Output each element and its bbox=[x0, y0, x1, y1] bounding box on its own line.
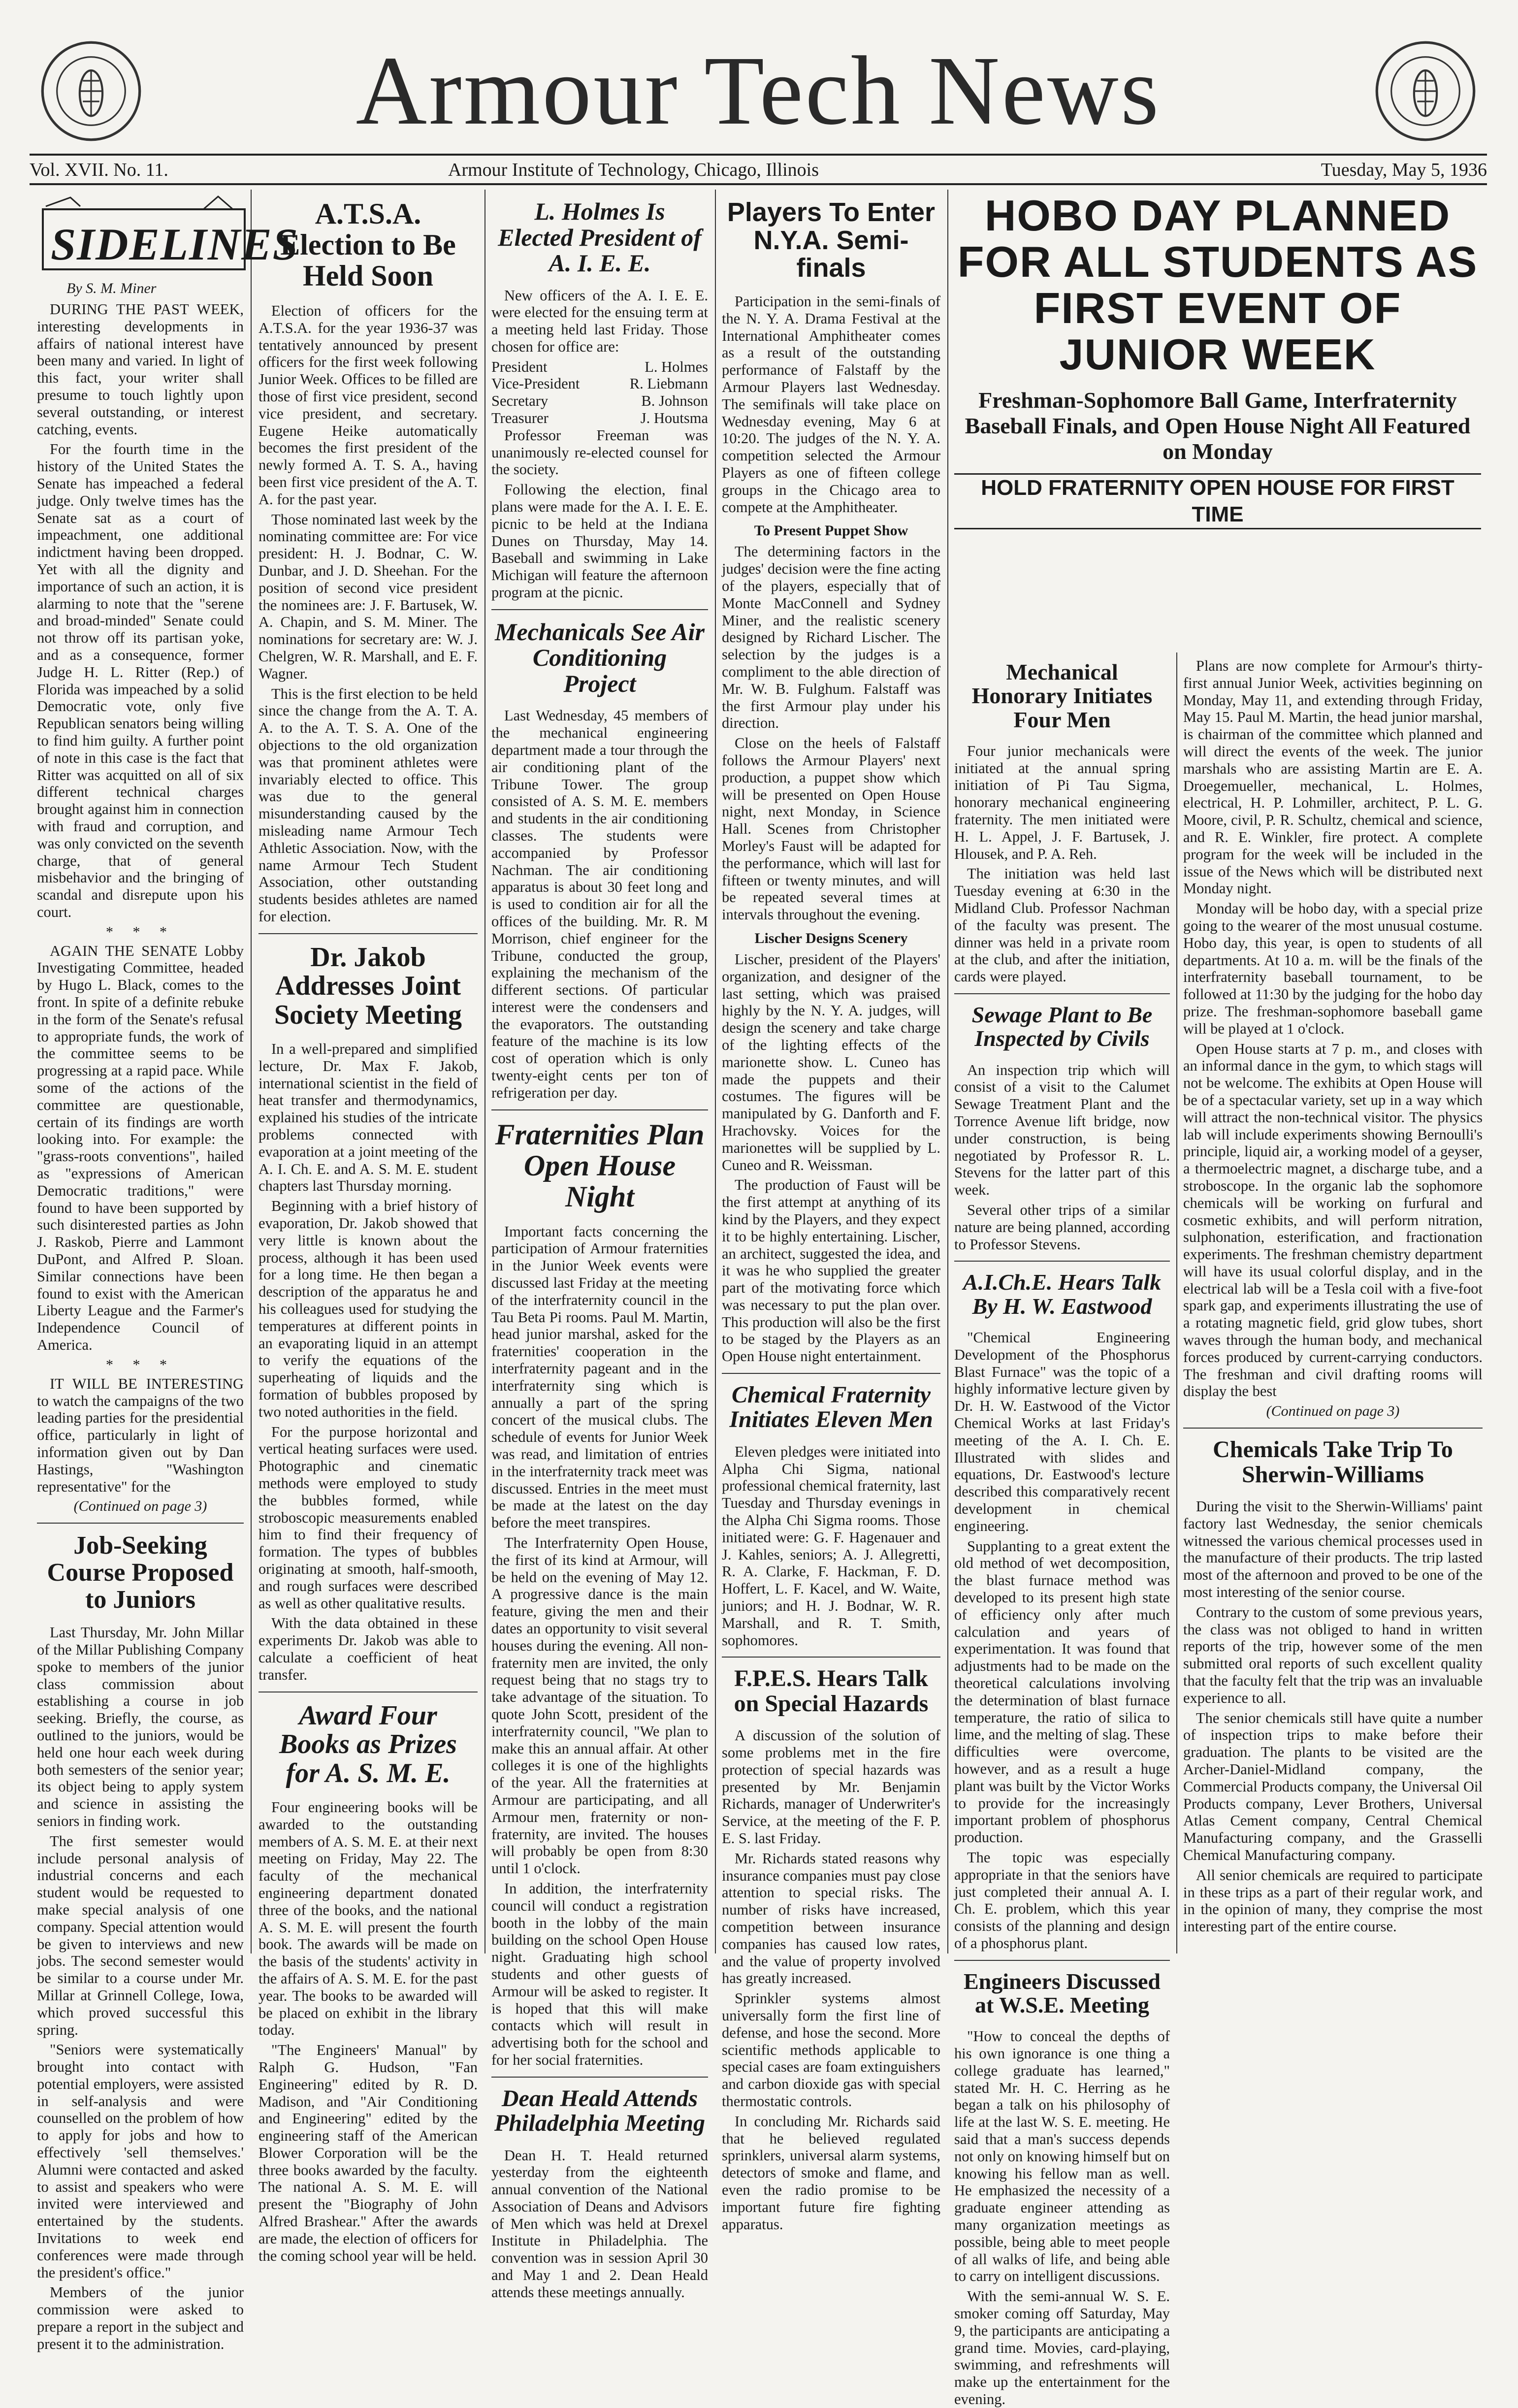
headline: Mechanicals See Air Conditioning Project bbox=[495, 618, 705, 697]
newspaper-title: Armour Tech News bbox=[355, 36, 1161, 145]
paragraph: With the semi-annual W. S. E. smoker coming off Saturday, May 9, the participants are anticipating a grand time. Movies, card-playing, swimming, and refreshments will make up the entertainment for the evening. bbox=[954, 2288, 1170, 2408]
column-1 bbox=[37, 190, 299, 2352]
paragraph: Following the election, final plans were made for the A. I. E. E. picnic to be held at the Indiana Dunes on Thursday, May 14. Baseball and swimming in Lake Michigan will feature the afternoon program at the picnic. bbox=[491, 481, 708, 601]
paragraph: Lischer, president of the Players' organization, and designer of the last setting, which was praised highly by the N. Y. A. judges, will design the scenery and take charge of the lighting effects of the marionette show. L. Cuneo has made the puppets and their costumes. The figures will be manipulated by G. Danforth and F. Hrachovsky. Voices for the marionettes will be supplied by L. Cuneo and R. Weissman. bbox=[722, 950, 940, 1173]
paragraph: Monday will be hobo day, with a special prize going to the wearer of the most unusual costume. Hobo day, this year, is open to students of all departments. At 10 a. m. will be the finals of the interfraternity baseball tournament, to be followed at 11:30 by the judging for the hobo day prize. The freshman-sophomore baseball game will be played at 1 o'clock. bbox=[1183, 900, 1483, 1037]
section-stars: * * * bbox=[106, 1356, 175, 1373]
divider bbox=[37, 1523, 244, 1524]
paragraph: The Interfraternity Open House, the first of its kind at Armour, will be held on the evening of May 12. A progressive dance is the main feature, giving the men and their dates an opportunity to visit several houses during the evening. All non-fraternity men are invited, the only request being that no stags try to take advantage of the situation. To quote John Scott, president of the interfraternity council, "We plan to make this an annual affair. At other colleges it is one of the highlights of the year. All the fraternities at Armour are participating, and all Armour men, fraternity or non-fraternity, are invited. The houses will probably be open from 8:30 until 1 o'clock. bbox=[491, 1534, 708, 1877]
column-divider bbox=[1176, 652, 1177, 1953]
headline: Dean Heald Attends Philadelphia Meeting bbox=[494, 2085, 706, 2137]
divider bbox=[954, 1261, 1170, 1262]
divider bbox=[722, 1373, 940, 1374]
officer-role: Vice-President bbox=[491, 375, 580, 392]
paragraph: Four junior mechanicals were initiated at the annual spring initiation of Pi Tau Sigma, honorary mechanical engineering fraternity. The men initiated were H. L. Appel, J. F. Bartusek, J. Hlousek, and P. A. Reh. bbox=[954, 742, 1170, 862]
paragraph: In a well-prepared and simplified lecture, Dr. Max F. Jakob, international scientist in the field of heat transfer and thermodynamics, explained his studies of the intricate problems connected with evaporation at a joint meeting of the A. I. Ch. E. and A. S. M. E. student chapters last Thursday morning. bbox=[258, 1041, 478, 1195]
officer-name: L. Holmes bbox=[645, 358, 708, 375]
divider bbox=[491, 1109, 708, 1110]
paragraph: Dean H. T. Heald returned yesterday from the eighteenth annual convention of the National Association of Deans and Advisors of Men which was held at Drexel Institute in Philadelphia. The convention was in session April 30 and May 1 and 2. Dean Heald attends these meetings annually. bbox=[491, 2147, 708, 2301]
paragraph: Close on the heels of Falstaff follows the Armour Players' next production, a puppet show which will be presented on Open House night, next Monday, in Science Hall. Scenes from Christopher Morley's Faust will be adapted for the performance, which will last for fifteen or twenty minutes, and will be repeated several times at intervals throughout the evening. bbox=[722, 735, 940, 923]
subhead: To Present Puppet Show bbox=[754, 522, 908, 539]
paragraph: In addition, the interfraternity council will conduct a registration booth in the lobby of the main building on the school Open House night. Graduating high school students and other guests of Armour will be asked to register. It is hoped that this will make contacts which will result in advertising both for the school and for her social fraternities. bbox=[491, 1880, 708, 2068]
officer-name: J. Houtsma bbox=[640, 410, 708, 427]
paragraph: This is the first election to be held since the change from the A. T. A. A. to the A. T. S. A. One of the objections to the old organization was that prominent athletes were invariably elected to office. This was due to the general misunderstanding caused by the misleading name Armour Tech Athletic Association. Now, with the name Armour Tech Student Association, other outstanding students besides athletes are named for election. bbox=[258, 685, 478, 925]
officer-row bbox=[491, 392, 708, 410]
continued-note: (Continued on page 3) bbox=[73, 1498, 207, 1515]
paragraph: A discussion of the solution of some problems met in the fire protection of special hazards was presented by Mr. Benjamin Richards, manager of Underwriter's Service, at the meeting of the F. P. E. S. last Friday. bbox=[722, 1727, 940, 1847]
headline: Chemical Fraternity Initiates Eleven Men bbox=[729, 1382, 933, 1433]
paragraph: Those nominated last week by the nominating committee are: For vice president: H. J. Bodnar, C. W. Dunbar, and J. D. Sheehan. For the position of second vice president the nominees are: J. F. Bartusek, W. A. Chapin, and S. M. Miner. The nominations for secretary are: W. J. Chelgren, W. R. Marshall, and E. F. Wagner. bbox=[258, 511, 478, 682]
lead-deck-secondary: HOLD FRATERNITY OPEN HOUSE FOR FIRST TIME bbox=[954, 473, 1481, 529]
paragraph: For the purpose horizontal and vertical heating surfaces were used. Photographic and cinematic methods were employed to study the bubbles formed, while stroboscopic measurements enabled him to find their frequency of formation. The types of bubbles originating at smooth, half-smooth, and rough surfaces were described as well as other qualitative results. bbox=[258, 1423, 478, 1612]
paragraph: The first semester would include personal analysis of industrial concerns and each student would be requested to make special analysis of one company. Special attention would be given to interviews and new jobs. The second semester would be similar to a course under Mr. Millar at Grinnell College, Iowa, which proved successful this spring. bbox=[37, 1832, 244, 2038]
paragraph: Participation in the semi-finals of the N. Y. A. Drama Festival at the International Amphitheater comes as a result of the outstanding performance of Falstaff by the Armour Players last Wednesday. The semifinals will take place on Wednesday evening, May 6 at 10:20. The judges of the N. Y. A. competition selected the Armour Players as one of fifteen college groups in the Chicago area to compete at the Amphitheater. bbox=[722, 293, 940, 516]
headline: Award Four Books as Prizes for A. S. M. E. bbox=[279, 1700, 457, 1789]
column-divider bbox=[251, 190, 252, 1953]
paragraph: "The Engineers' Manual" by Ralph G. Hudson, "Fan Engineering" edited by R. D. Madison, and "Air Conditioning and Engineering" edited by the engineering staff of the American Blower Corporation will be the three books awarded by the faculty. The national A. S. M. E. will present the "Biography of John Alfred Brashear." After the awards are made, the election of officers for the coming school year will be held. bbox=[258, 2042, 478, 2264]
divider bbox=[491, 2077, 708, 2078]
dateline bbox=[30, 158, 1487, 182]
column-2 bbox=[258, 190, 478, 2264]
headline: A.I.Ch.E. Hears Talk By H. W. Eastwood bbox=[963, 1269, 1162, 1319]
paragraph: Several other trips of a similar nature are being planned, according to Professor Stevens. bbox=[954, 1202, 1170, 1253]
lead-headline: HOBO DAY PLANNED FOR ALL STUDENTS AS FIRST EVENT OF JUNIOR WEEK bbox=[957, 191, 1478, 379]
officer-name: R. Liebmann bbox=[629, 375, 708, 392]
headline: Dr. Jakob Addresses Joint Society Meeting bbox=[274, 942, 462, 1031]
continued-note: (Continued on page 3) bbox=[1266, 1403, 1400, 1420]
divider bbox=[491, 609, 708, 610]
column-3 bbox=[491, 190, 708, 2301]
paragraph: An inspection trip which will consist of a visit to the Calumet Sewage Treatment Plant and the Torrence Avenue lift bridge, now under construction, is being negotiated by Professor R. L. Stevens for the latter part of this week. bbox=[954, 1061, 1170, 1199]
divider bbox=[954, 1960, 1170, 1961]
paragraph: Eleven pledges were initiated into Alpha Chi Sigma, national professional chemical fraternity, last Tuesday and Thursday evenings in the Alpha Chi Sigma rooms. Those initiated were: G. F. Hagenauer and J. Kahles, seniors; A. J. Allegretti, R. A. Clarke, F. Hackman, F. D. Hoffert, L. F. Kacel, and W. Waite, juniors; and H. J. Bodnar, W. R. Marshall, and R. T. Smith, sophomores. bbox=[722, 1443, 940, 1649]
paragraph: "How to conceal the depths of his own ignorance is one thing a college graduate has learned," stated Mr. H. C. Herring as he began a talk on his philosophy of life at the last W. S. E. meeting. He said that a man's success depends not only on knowing himself but on knowing his fellow man as well. He emphasized the necessity of a graduate engineer attending as many organization meetings as possible, being able to meet people of all walks of life, and being able to carry on intelligent discussions. bbox=[954, 2028, 1170, 2285]
volume-number: Vol. XVII. No. 11. bbox=[30, 160, 168, 180]
divider bbox=[1183, 1428, 1483, 1429]
section-stars: * * * bbox=[106, 923, 175, 940]
paragraph: In concluding Mr. Richards said that he believed regulated sprinklers, universal alarm systems, detectors of smoke and flame, and even the radio promise to be important future fire fighting apparatus. bbox=[722, 2113, 940, 2233]
paragraph: Last Thursday, Mr. John Millar of the Millar Publishing Company spoke to members of the junior class commission about establishing a course in job seeking. Briefly, the course, as outlined to the juniors, would be held one hour each week during both semesters of the senior year; its object being to apply system and science in assisting the seniors in finding work. bbox=[37, 1624, 244, 1829]
paragraph: Election of officers for the A.T.S.A. for the year 1936-37 was tentatively announced by present officers for the first week following Junior Week. Offices to be filled are those of first vice president, second vice president, and secretary. Eugene Heike automatically becomes the first president of the newly formed A. T. S. A., having been first vice president of the A. T. A. for the past year. bbox=[258, 302, 478, 508]
paragraph: Four engineering books will be awarded to the outstanding members of A. S. M. E. at their next meeting on Friday, May 22. The faculty of the mechanical engineering department donated three of the books, and the national A. S. M. E. will present the fourth book. The awards will be made on the basis of the students' activity in the affairs of A. S. M. E. for the past year. The books to be awarded will be placed on exhibit in the library today. bbox=[258, 1798, 478, 2039]
headline: Fraternities Plan Open House Night bbox=[495, 1118, 705, 1213]
lead-story-header bbox=[954, 190, 1481, 648]
divider bbox=[954, 993, 1170, 994]
paragraph: The senior chemicals still have quite a number of inspection trips to make before their graduation. The plants to be visited are the Archer-Daniel-Midland company, the Commercial Products company, the Universal Oil Products company, Lever Brothers, Universal Atlas Cement company, Central Chemical Manufacturing company, and the Grasselli Chemical Manufacturing company. bbox=[1183, 1709, 1483, 1863]
paragraph: Sprinkler systems almost universally form the first line of defense, and hose the second. More scientific methods applicable to special cases are foam extinguishers and carbon dioxide gas with special thermostatic controls. bbox=[722, 1990, 940, 2110]
headline: Players To Enter N.Y.A. Semi-finals bbox=[727, 197, 936, 283]
headline: Job-Seeking Course Proposed to Juniors bbox=[47, 1531, 234, 1614]
paragraph: During the visit to the Sherwin-Williams' paint factory last Wednesday, the senior chemicals witnessed the various chemical processes used in the manufacture of their products. The trip lasted most of the afternoon and proved to be one of the most interesting of the senior course. bbox=[1183, 1498, 1483, 1601]
dateline-rule bbox=[30, 183, 1487, 185]
paragraph: AGAIN THE SENATE Lobby Investigating Committee, headed by Hugo L. Black, comes to the front. In spite of a definite rebuke in the form of the Senate's refusal to appropriate funds, the work of the committee seems to be progressing at a rapid pace. While some of the actions of the committee are questionable, certain of its findings are worth looking into. For example: the "grass-roots conventions", hailed as "expressions of American Democratic traditions," were found to have been supported by such disinterested parties as John J. Raskob, Pierre and Lammont DuPont, and Alfred P. Sloan. Similar connections have been found to exist with the American Liberty League and the Farmer's Independence Council of America. bbox=[37, 942, 244, 1354]
paragraph: Beginning with a brief history of evaporation, Dr. Jakob showed that very little is known about the process, although it has been used for a long time. He then began a description of the apparatus he and his colleagues used for studying the temperatures at different points in an evaporating liquid in an attempt to verify the equations of the superheating of liquids and the formation of bubbles proposed by two noted authorities in the field. bbox=[258, 1198, 478, 1420]
officer-role: President bbox=[491, 358, 548, 375]
paragraph: The determining factors in the judges' decision were the fine acting of the players, especially that of Monte MacConnell and Sydney Miner, and the realistic scenery designed by Richard Lischer. The selection by the judges is a compliment to the able direction of Mr. W. B. Fulghum. Falstaff was the first Armour play under his direction. bbox=[722, 543, 940, 732]
paragraph: The topic was especially appropriate in that the seniors have just completed their annual A. I. Ch. E. problem, which this year consists of the planning and design of a phosphorus plant. bbox=[954, 1849, 1170, 1952]
paragraph: "Seniors were systematically brought into contact with potential employers, were assisted in self-analysis and were counselled on the problem of how to apply for jobs and how to effectively 'sell themselves.' Alumni were contacted and asked to assist and speakers who were invited were interviewed and entertained by the students. Invitations to week end conferences were made through the president's office." bbox=[37, 2041, 244, 2281]
paragraph: Mr. Richards stated reasons why insurance companies must pay close attention to special risks. The number of risks have increased, competition between insurance companies has caused low rates, and the value of property involved has greatly increased. bbox=[722, 1850, 940, 1987]
paragraph: Contrary to the custom of some previous years, the class was not obliged to hand in written reports of the trip, however some of the men submitted oral reports of such excellent quality that the faculty felt that the trip was an invaluable experience to all. bbox=[1183, 1603, 1483, 1706]
paragraph: All senior chemicals are required to participate in these trips as a part of their regular work, and in the opinion of many, they comprise the most interesting part of the entire course. bbox=[1183, 1866, 1483, 1935]
paragraph: Open House starts at 7 p. m., and closes with an informal dance in the gym, to which stags will not be welcome. The exhibits at Open House will be of a spectacular variety, set up in a way which will attract the non-technical visitor. The physics lab will include experiments showing Bernoulli's principle, liquid air, a working model of a geyser, a thermoelectric magnet, a discharge tube, and a stroboscope. In the organic lab the sophomore chemicals will be working on furfural and cosmetic exhibits, and will perform nitration, sulphonation, esterification, and fractionation experiments. The freshman chemistry department will have its usual colorful display, and in the electrical lab will be a Tesla coil with a five-foot spark gap, and experiments illustrating the use of a rotating magnetic field, grid glow tubes, short waves through the human body, and mechanical forces produced by current-carrying conductors. The freshman and civil drafting rooms will display the best bbox=[1183, 1040, 1483, 1400]
paragraph: DURING THE PAST WEEK, interesting developments in affairs of national interest have been many and varied. In light of this fact, your writer shall presume to touch lightly upon several outstanding, or interest catching, events. bbox=[37, 301, 244, 438]
divider bbox=[258, 933, 478, 934]
paragraph: Professor Freeman was unanimously re-elected counsel for the society. bbox=[491, 426, 708, 478]
masthead-rule bbox=[30, 154, 1487, 156]
officer-name: B. Johnson bbox=[641, 392, 708, 410]
subhead: Lischer Designs Scenery bbox=[754, 930, 908, 946]
issue-date: Tuesday, May 5, 1936 bbox=[1321, 160, 1487, 180]
divider bbox=[722, 1657, 940, 1658]
column-divider bbox=[947, 190, 948, 1953]
paragraph: Plans are now complete for Armour's thirty-first annual Junior Week, activities beginning on Monday, May 11, and extending through Friday, May 15. Paul M. Martin, the head junior marshal, is chairman of the committee which planned and will direct the events of the week. The junior marshals who are assisting Martin are E. A. Droegemueller, mechanical, L. Holmes, electrical, H. P. Lohmiller, architect, P. L. G. Moore, civil, P. R. Schultz, chemical and science, and R. E. Winkler, fire protect. A complete program for the week will be included in the issue of the News which will be distributed next Monday night. bbox=[1183, 657, 1483, 897]
headline: Chemicals Take Trip To Sherwin-Williams bbox=[1213, 1436, 1453, 1488]
officer-row bbox=[491, 375, 708, 392]
byline: By S. M. Miner bbox=[66, 280, 157, 296]
headline: Engineers Discussed at W.S.E. Meeting bbox=[964, 1968, 1161, 2018]
column-4 bbox=[722, 190, 940, 2233]
paragraph: IT WILL BE INTERESTING to watch the campaigns of the two leading parties for the presidential office, particularly in light of information given out by Dan Hastings, "Washington representative" for the bbox=[37, 1375, 244, 1495]
column-divider bbox=[484, 190, 485, 1953]
officer-role: Treasurer bbox=[491, 410, 549, 427]
paragraph: The production of Faust will be the first attempt at anything of its kind by the Players, and they expect it to be highly entertaining. Lischer, an architect, suggested the idea, and it was he who supplied the greater part of the motivating force which was necessary to put the plan over. This production will also be the first to be staged by the Players as an Open House night entertainment. bbox=[722, 1176, 940, 1365]
paragraph: Important facts concerning the participation of Armour fraternities in the Junior Week events were discussed last Friday at the meeting of the interfraternity council in the Tau Beta Pi rooms. Paul M. Martin, head junior marshal, asked for the fraternities' cooperation in the interfraternity pageant and in the interfraternity sing which is annually a part of the spring concert of the musical clubs. The schedule of events for Junior Week was read, and limitation of entries in the interfraternity track meet was discussed. Entries in the meet must be made at the latest on the day before the meet transpires. bbox=[491, 1223, 708, 1531]
sidelines-title: SIDELINES bbox=[51, 219, 299, 269]
headline: F.P.E.S. Hears Talk on Special Hazards bbox=[734, 1665, 929, 1717]
column-6 bbox=[1183, 657, 1483, 1958]
paragraph: New officers of the A. I. E. E. were elected for the ensuing term at a meeting held last Friday. Those chosen for office are: bbox=[491, 287, 708, 355]
officer-row bbox=[491, 358, 708, 376]
paragraph: Last Wednesday, 45 members of the mechanical engineering department made a tour through the air conditioning plant of the Tribune Tower. The group consisted of A. S. M. E. members and students in the air conditioning classes. The students were accompanied by Professor Nachman. The air conditioning apparatus is about 30 feet long and is used to condition air for all the offices of the building. Mr. R. M Morrison, chief engineer for the Tribune, conducted the group, explaining the mechanism of the different sections. Of particular interest were the condensers and the evaporators. The outstanding feature of the machine is its low cost of operation which is only twenty-eight cents per ton of refrigeration per day. bbox=[491, 707, 708, 1101]
officer-role: Secretary bbox=[491, 392, 549, 410]
lead-deck: Freshman-Sophomore Ball Game, Interfraternity Baseball Finals, and Open House Night All Featured on Monday bbox=[965, 388, 1471, 464]
headline: Mechanical Honorary Initiates Four Men bbox=[971, 659, 1153, 732]
masthead bbox=[30, 34, 1487, 148]
headline: Sewage Plant to Be Inspected by Civils bbox=[971, 1002, 1153, 1051]
paragraph: With the data obtained in these experiments Dr. Jakob was able to calculate a coefficient of heat transfer. bbox=[258, 1615, 478, 1683]
institute-seal-icon bbox=[1374, 39, 1477, 143]
officer-row bbox=[491, 410, 708, 427]
sidelines-logo bbox=[41, 195, 299, 273]
institution-line: Armour Institute of Technology, Chicago, Illinois bbox=[448, 160, 819, 180]
column-divider bbox=[715, 190, 716, 1953]
headline: A.T.S.A. Election to Be Held Soon bbox=[280, 197, 456, 292]
headline: L. Holmes Is Elected President of A. I. E. E. bbox=[498, 197, 702, 277]
paragraph: Members of the junior commission were asked to prepare a report in the subject and present it to the administration. bbox=[37, 2284, 244, 2352]
paragraph: "Chemical Engineering Development of the Phosphorus Blast Furnace" was the topic of a highly informative lecture given by Dr. H. W. Eastwood of the Victor Chemical Works at last Friday's meeting of the A. I. Ch. E. Illustrated with slides and equations, Dr. Eastwood's lecture described this comparatively recent development in chemical engineering. bbox=[954, 1329, 1170, 1534]
paragraph: For the fourth time in the history of the United States the Senate has impeached a federal judge. Only twelve times has the Senate sat as a court of impeachment, one additional indictment having been dropped. Yet with all the dignity and importance of such an action, it is alarming to note that the "serene and broad-minded" Senate could not throw off its partisan yoke, and as a consequence, former Judge H. L. Ritter (Rep.) of Florida was impeached by a solid Democratic vote, only five Republican senators being willing to find him guilty. A further point of note in this case is the fact that Ritter was acquitted on all of six different technical charges brought against him in connection with fraud and corruption, and was only convicted on the seventh charge, that of general misbehavior and the bringing of scandal and disrepute upon his court. bbox=[37, 441, 244, 920]
paragraph: The initiation was held last Tuesday evening at 6:30 in the Midland Club. Professor Nachman of the faculty was present. The dinner was held in a private room at the club, and after the initiation, cards were played. bbox=[954, 865, 1170, 985]
paragraph: Supplanting to a great extent the old method of wet decomposition, the blast furnace method was developed to its present high state of efficiency only after much calculation and years of experimentation. It was found that adjustments had to be made on the theoretical calculations involving the determination of blast furnace temperature, the ratio of silica to lime, and the melting of slag. These difficulties were overcome, however, and as a result a huge plant was built by the Victor Works to provide for the increasingly important problem of phosphorus production. bbox=[954, 1537, 1170, 1846]
column-5 bbox=[954, 657, 1170, 2408]
